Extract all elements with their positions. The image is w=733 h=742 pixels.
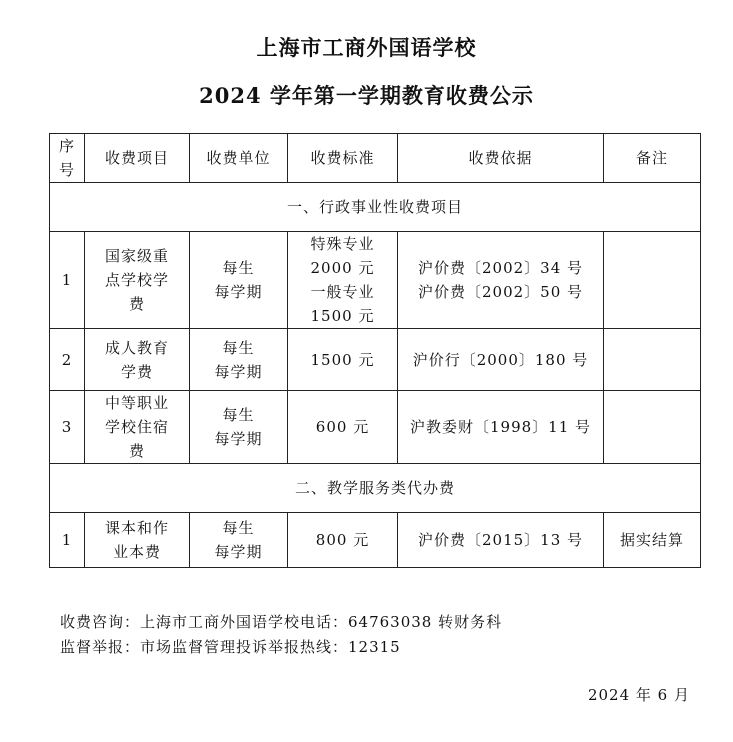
consult-line: 收费咨询：上海市工商外国语学校电话：64763038 转财务科 <box>60 613 503 631</box>
row-standard: 800 元 <box>288 513 398 568</box>
col-header-remark: 备注 <box>604 134 701 183</box>
row-basis: 沪教委财〔1998〕11 号 <box>398 391 604 464</box>
row-standard: 特殊专业 2000 元 一般专业 1500 元 <box>288 232 398 329</box>
row-no: 3 <box>50 391 85 464</box>
row-no: 2 <box>50 329 85 391</box>
school-title: 上海市工商外国语学校 <box>256 35 477 60</box>
table-header-row <box>50 134 701 183</box>
issue-date: 2024 年 6 月 <box>587 686 690 704</box>
row-standard: 1500 元 <box>288 329 398 391</box>
row-basis: 沪价费〔2002〕34 号 沪价费〔2002〕50 号 <box>398 232 604 329</box>
row-unit: 每生 每学期 <box>190 513 288 568</box>
section-row <box>50 464 701 513</box>
row-unit: 每生 每学期 <box>190 232 288 329</box>
row-item: 国家级重 点学校学 费 <box>85 232 190 329</box>
row-unit: 每生 每学期 <box>190 391 288 464</box>
row-unit: 每生 每学期 <box>190 329 288 391</box>
row-remark <box>604 329 701 391</box>
row-no: 1 <box>50 232 85 329</box>
row-no: 1 <box>50 513 85 568</box>
section-row <box>50 183 701 232</box>
row-item: 成人教育 学费 <box>85 329 190 391</box>
fee-table <box>49 133 701 568</box>
col-header-basis: 收费依据 <box>398 134 604 183</box>
section-title-service-fees: 二、教学服务类代办费 <box>50 464 701 513</box>
row-remark: 据实结算 <box>604 513 701 568</box>
row-remark <box>604 232 701 329</box>
row-item: 中等职业 学校住宿 费 <box>85 391 190 464</box>
section-title-admin-fees: 一、行政事业性收费项目 <box>50 183 701 232</box>
notice-subtitle: 2024 学年第一学期教育收费公示 <box>199 83 534 108</box>
table-row <box>50 391 701 464</box>
row-remark <box>604 391 701 464</box>
row-item: 课本和作 业本费 <box>85 513 190 568</box>
table-row <box>50 232 701 329</box>
row-basis: 沪价费〔2015〕13 号 <box>398 513 604 568</box>
report-line: 监督举报：市场监督管理投诉举报热线：12315 <box>60 638 401 656</box>
row-standard: 600 元 <box>288 391 398 464</box>
col-header-unit: 收费单位 <box>190 134 288 183</box>
table-row <box>50 513 701 568</box>
col-header-item: 收费项目 <box>85 134 190 183</box>
col-header-no: 序号 <box>50 134 85 183</box>
table-row <box>50 329 701 391</box>
col-header-standard: 收费标准 <box>288 134 398 183</box>
row-basis: 沪价行〔2000〕180 号 <box>398 329 604 391</box>
